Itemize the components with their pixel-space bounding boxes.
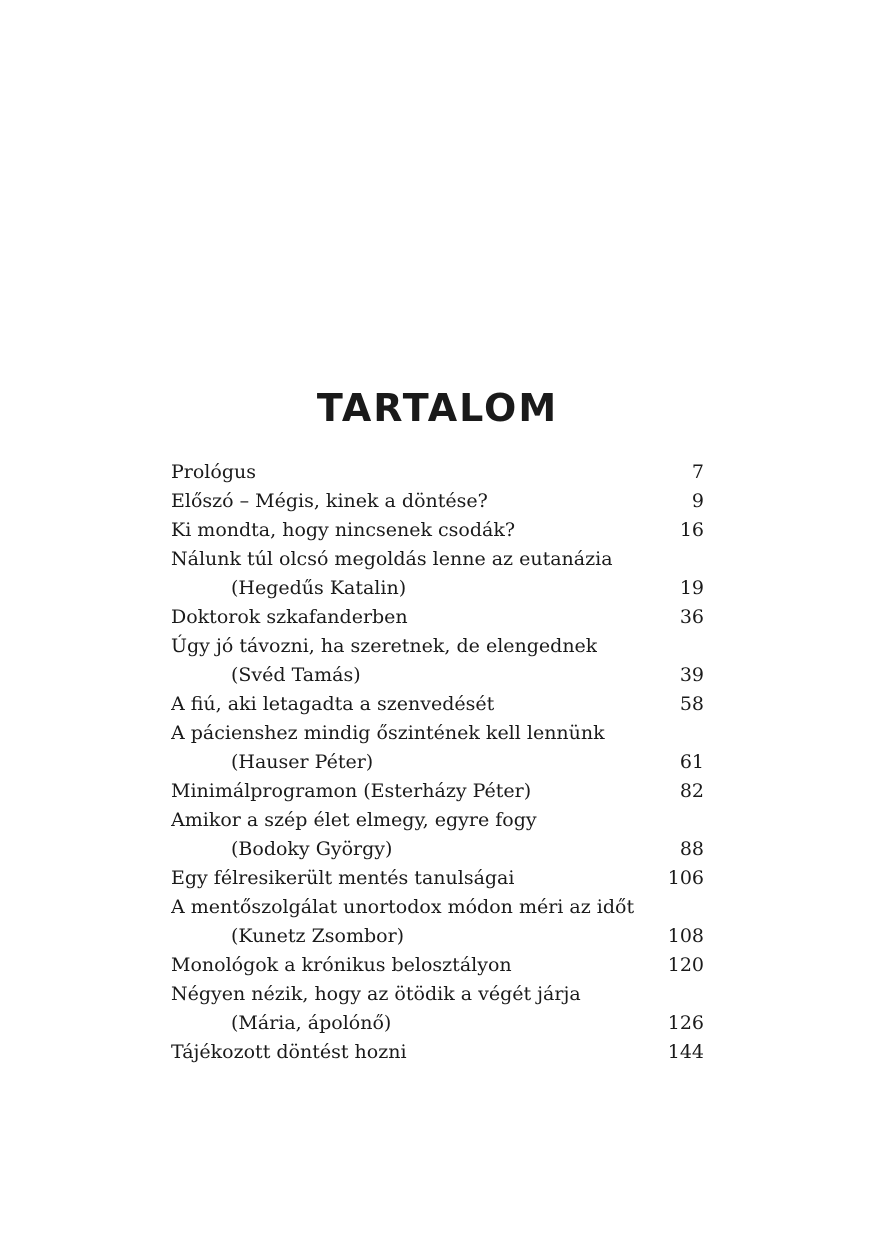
- toc-entry: [171, 516, 704, 545]
- toc-entry: [171, 864, 704, 893]
- toc-entry-title: Előszó – Mégis, kinek a döntése?: [171, 490, 488, 512]
- toc-entry-title: Doktorok szkafanderben: [171, 606, 408, 628]
- toc-entry-page-number: 19: [679, 577, 704, 599]
- toc-entry: [171, 661, 704, 690]
- toc-entry-title: Minimálprogramon (Esterházy Péter): [171, 780, 532, 802]
- toc-entry-title: (Svéd Tamás): [231, 664, 361, 686]
- toc-entry-page-number: 7: [691, 461, 704, 483]
- toc-entry-page-number: 88: [679, 838, 704, 860]
- toc-entry: [171, 806, 704, 835]
- toc-entry-title: Nálunk túl olcsó megoldás lenne az eutanázia: [171, 548, 613, 570]
- toc-entry-page-number: 36: [679, 606, 704, 628]
- toc-entry: [171, 603, 704, 632]
- toc-entry-title: Amikor a szép élet elmegy, egyre fogy: [171, 809, 537, 831]
- toc-entry-page-number: 16: [679, 519, 704, 541]
- toc-entry-page-number: 126: [667, 1012, 704, 1034]
- toc-entry: [171, 719, 704, 748]
- toc-title: TARTALOM: [316, 386, 559, 430]
- toc-entry-title: Négyen nézik, hogy az ötödik a végét járja: [171, 983, 581, 1005]
- toc-entry: [171, 951, 704, 980]
- toc-entry-title: Monológok a krónikus belosztályon: [171, 954, 512, 976]
- toc-entry-title: A fiú, aki letagadta a szenvedését: [171, 693, 495, 715]
- toc-entry-page-number: 58: [679, 693, 704, 715]
- toc-entry-page-number: 120: [667, 954, 704, 976]
- toc-entry-title: A mentőszolgálat unortodox módon méri az időt: [171, 896, 635, 918]
- toc-entry: [171, 574, 704, 603]
- toc-entry-page-number: 108: [667, 925, 704, 947]
- toc-entry-title: (Kunetz Zsombor): [231, 925, 405, 947]
- toc-entry: [171, 545, 704, 574]
- toc-entry: [171, 748, 704, 777]
- toc-entry: [171, 632, 704, 661]
- toc-entry-title: A pácienshez mindig őszintének kell lennünk: [171, 722, 605, 744]
- toc-entry: [171, 1038, 704, 1067]
- toc-entry-page-number: 82: [679, 780, 704, 802]
- toc-entry-title: (Hegedűs Katalin): [231, 577, 407, 599]
- toc-entry-page-number: 39: [679, 664, 704, 686]
- toc-entry: [171, 835, 704, 864]
- toc-entry: [171, 458, 704, 487]
- toc-entry-title: Úgy jó távozni, ha szeretnek, de elengednek: [171, 635, 598, 657]
- toc-entry-title: (Mária, ápolónő): [231, 1012, 392, 1034]
- toc-entry-page-number: 9: [691, 490, 704, 512]
- toc-entry: [171, 893, 704, 922]
- toc-list: [171, 458, 704, 1067]
- toc-entry: [171, 1009, 704, 1038]
- toc-entry-title: Ki mondta, hogy nincsenek csodák?: [171, 519, 516, 541]
- toc-entry-page-number: 61: [679, 751, 704, 773]
- toc-entry-title: Prológus: [171, 461, 256, 483]
- toc-entry-page-number: 106: [667, 867, 704, 889]
- toc-entry: [171, 690, 704, 719]
- toc-entry-title: (Hauser Péter): [231, 751, 374, 773]
- toc-entry: [171, 777, 704, 806]
- toc-entry: [171, 487, 704, 516]
- toc-entry-title: Egy félresikerült mentés tanulságai: [171, 867, 515, 889]
- toc-entry: [171, 980, 704, 1009]
- toc-entry: [171, 922, 704, 951]
- toc-entry-title: Tájékozott döntést hozni: [171, 1041, 407, 1063]
- toc-entry-title: (Bodoky György): [231, 838, 393, 860]
- toc-entry-page-number: 144: [667, 1041, 704, 1063]
